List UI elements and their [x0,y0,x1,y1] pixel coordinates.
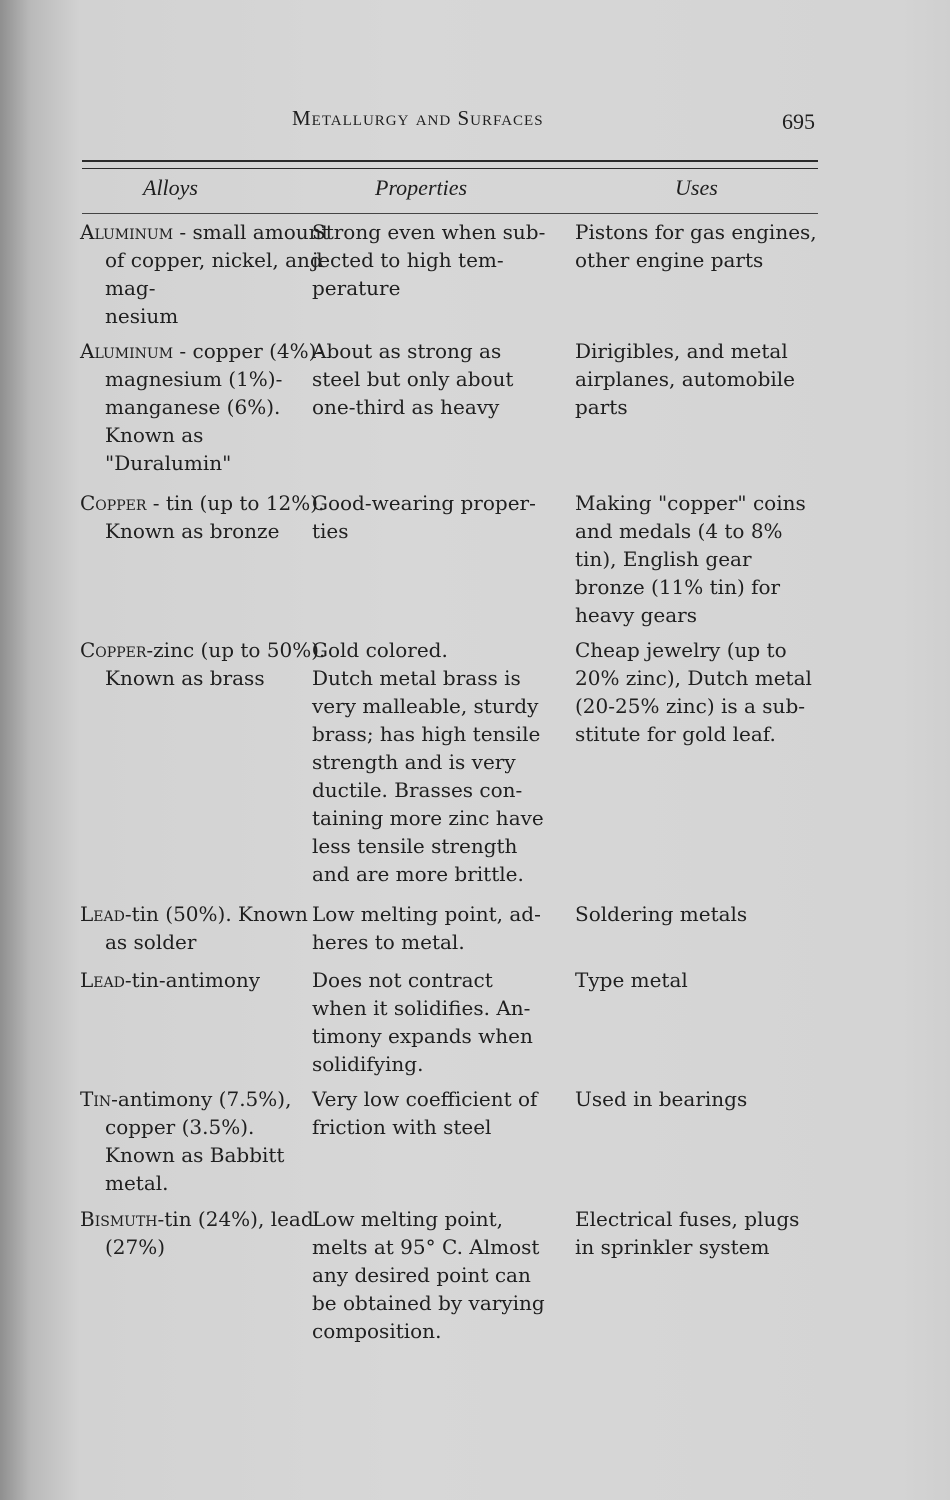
alloy-composition: - tin (up to 12%). Known as bronze [105,491,325,543]
header-rule [82,213,818,214]
uses-cell: Pistons for gas engines, other engine parts [575,220,817,272]
column-header-properties: Properties [375,175,468,200]
properties-cell: Gold colored. Dutch metal brass is very malleable, sturdy brass; has high tensile strength and is very ductile. Brasses con- taining more zinc have less tensile strength and are more brittle. [312,638,544,886]
alloy-base-metal: Tin [80,1087,112,1111]
alloy-cell [80,337,330,477]
properties-cell: Good-wearing proper- ties [312,491,536,543]
top-rule-thin [82,168,818,169]
properties-cell: Low melting point, ad- heres to metal. [312,902,541,954]
alloy-composition: -zinc (up to 50%). Known as brass [105,638,326,690]
properties-cell: About as strong as steel but only about one-third as heavy [312,339,514,419]
uses-cell: Used in bearings [575,1087,748,1111]
alloy-cell [80,966,330,994]
alloy-cell [80,636,330,692]
alloy-cell [80,900,330,956]
alloy-base-metal: Copper [80,638,147,662]
alloy-composition: - copper (4%)-magnesium (1%)-manganese (6%). Known as "Duralumin" [105,339,324,475]
uses-cell: Type metal [575,968,688,992]
uses-cell: Electrical fuses, plugs in sprinkler system [575,1207,800,1259]
column-header-alloys: Alloys [143,175,198,200]
alloy-base-metal: Lead [80,902,125,926]
alloy-base-metal: Lead [80,968,125,992]
alloy-composition: -tin (24%), lead (27%) [105,1207,314,1259]
uses-cell: Dirigibles, and metal airplanes, automobile parts [575,339,796,419]
alloy-cell [80,489,330,545]
alloy-composition: -antimony (7.5%), copper (3.5%). Known as Babbitt metal. [105,1087,292,1195]
alloy-base-metal: Aluminum [80,339,174,363]
uses-cell: Cheap jewelry (up to 20% zinc), Dutch metal (20-25% zinc) is a sub- stitute for gold leaf. [575,638,812,746]
top-rule [82,160,818,162]
uses-cell: Making "copper" coins and medals (4 to 8% tin), English gear bronze (11% tin) for heavy gears [575,491,806,627]
page-number: 695 [782,109,815,134]
alloy-composition: -tin (50%). Known as solder [105,902,308,954]
alloy-composition: -tin-antimony [124,968,261,992]
alloy-cell [80,218,330,330]
alloy-composition: - small amount of copper, nickel, and mag- nesium [105,220,330,328]
alloy-cell [80,1205,330,1261]
properties-cell: Low melting point, melts at 95° C. Almost any desired point can be obtained by varying composition. [312,1207,545,1343]
running-title: Metallurgy and Surfaces [292,106,544,130]
alloy-base-metal: Aluminum [80,220,174,244]
uses-cell: Soldering metals [575,902,748,926]
properties-cell: Strong even when sub- jected to high tem- perature [312,220,546,300]
alloy-base-metal: Copper [80,491,147,515]
alloy-cell [80,1085,330,1197]
properties-cell: Does not contract when it solidifies. An- timony expands when solidifying. [312,968,533,1076]
column-header-uses: Uses [675,175,718,200]
properties-cell: Very low coefficient of friction with steel [312,1087,538,1139]
alloy-base-metal: Bismuth [80,1207,158,1231]
